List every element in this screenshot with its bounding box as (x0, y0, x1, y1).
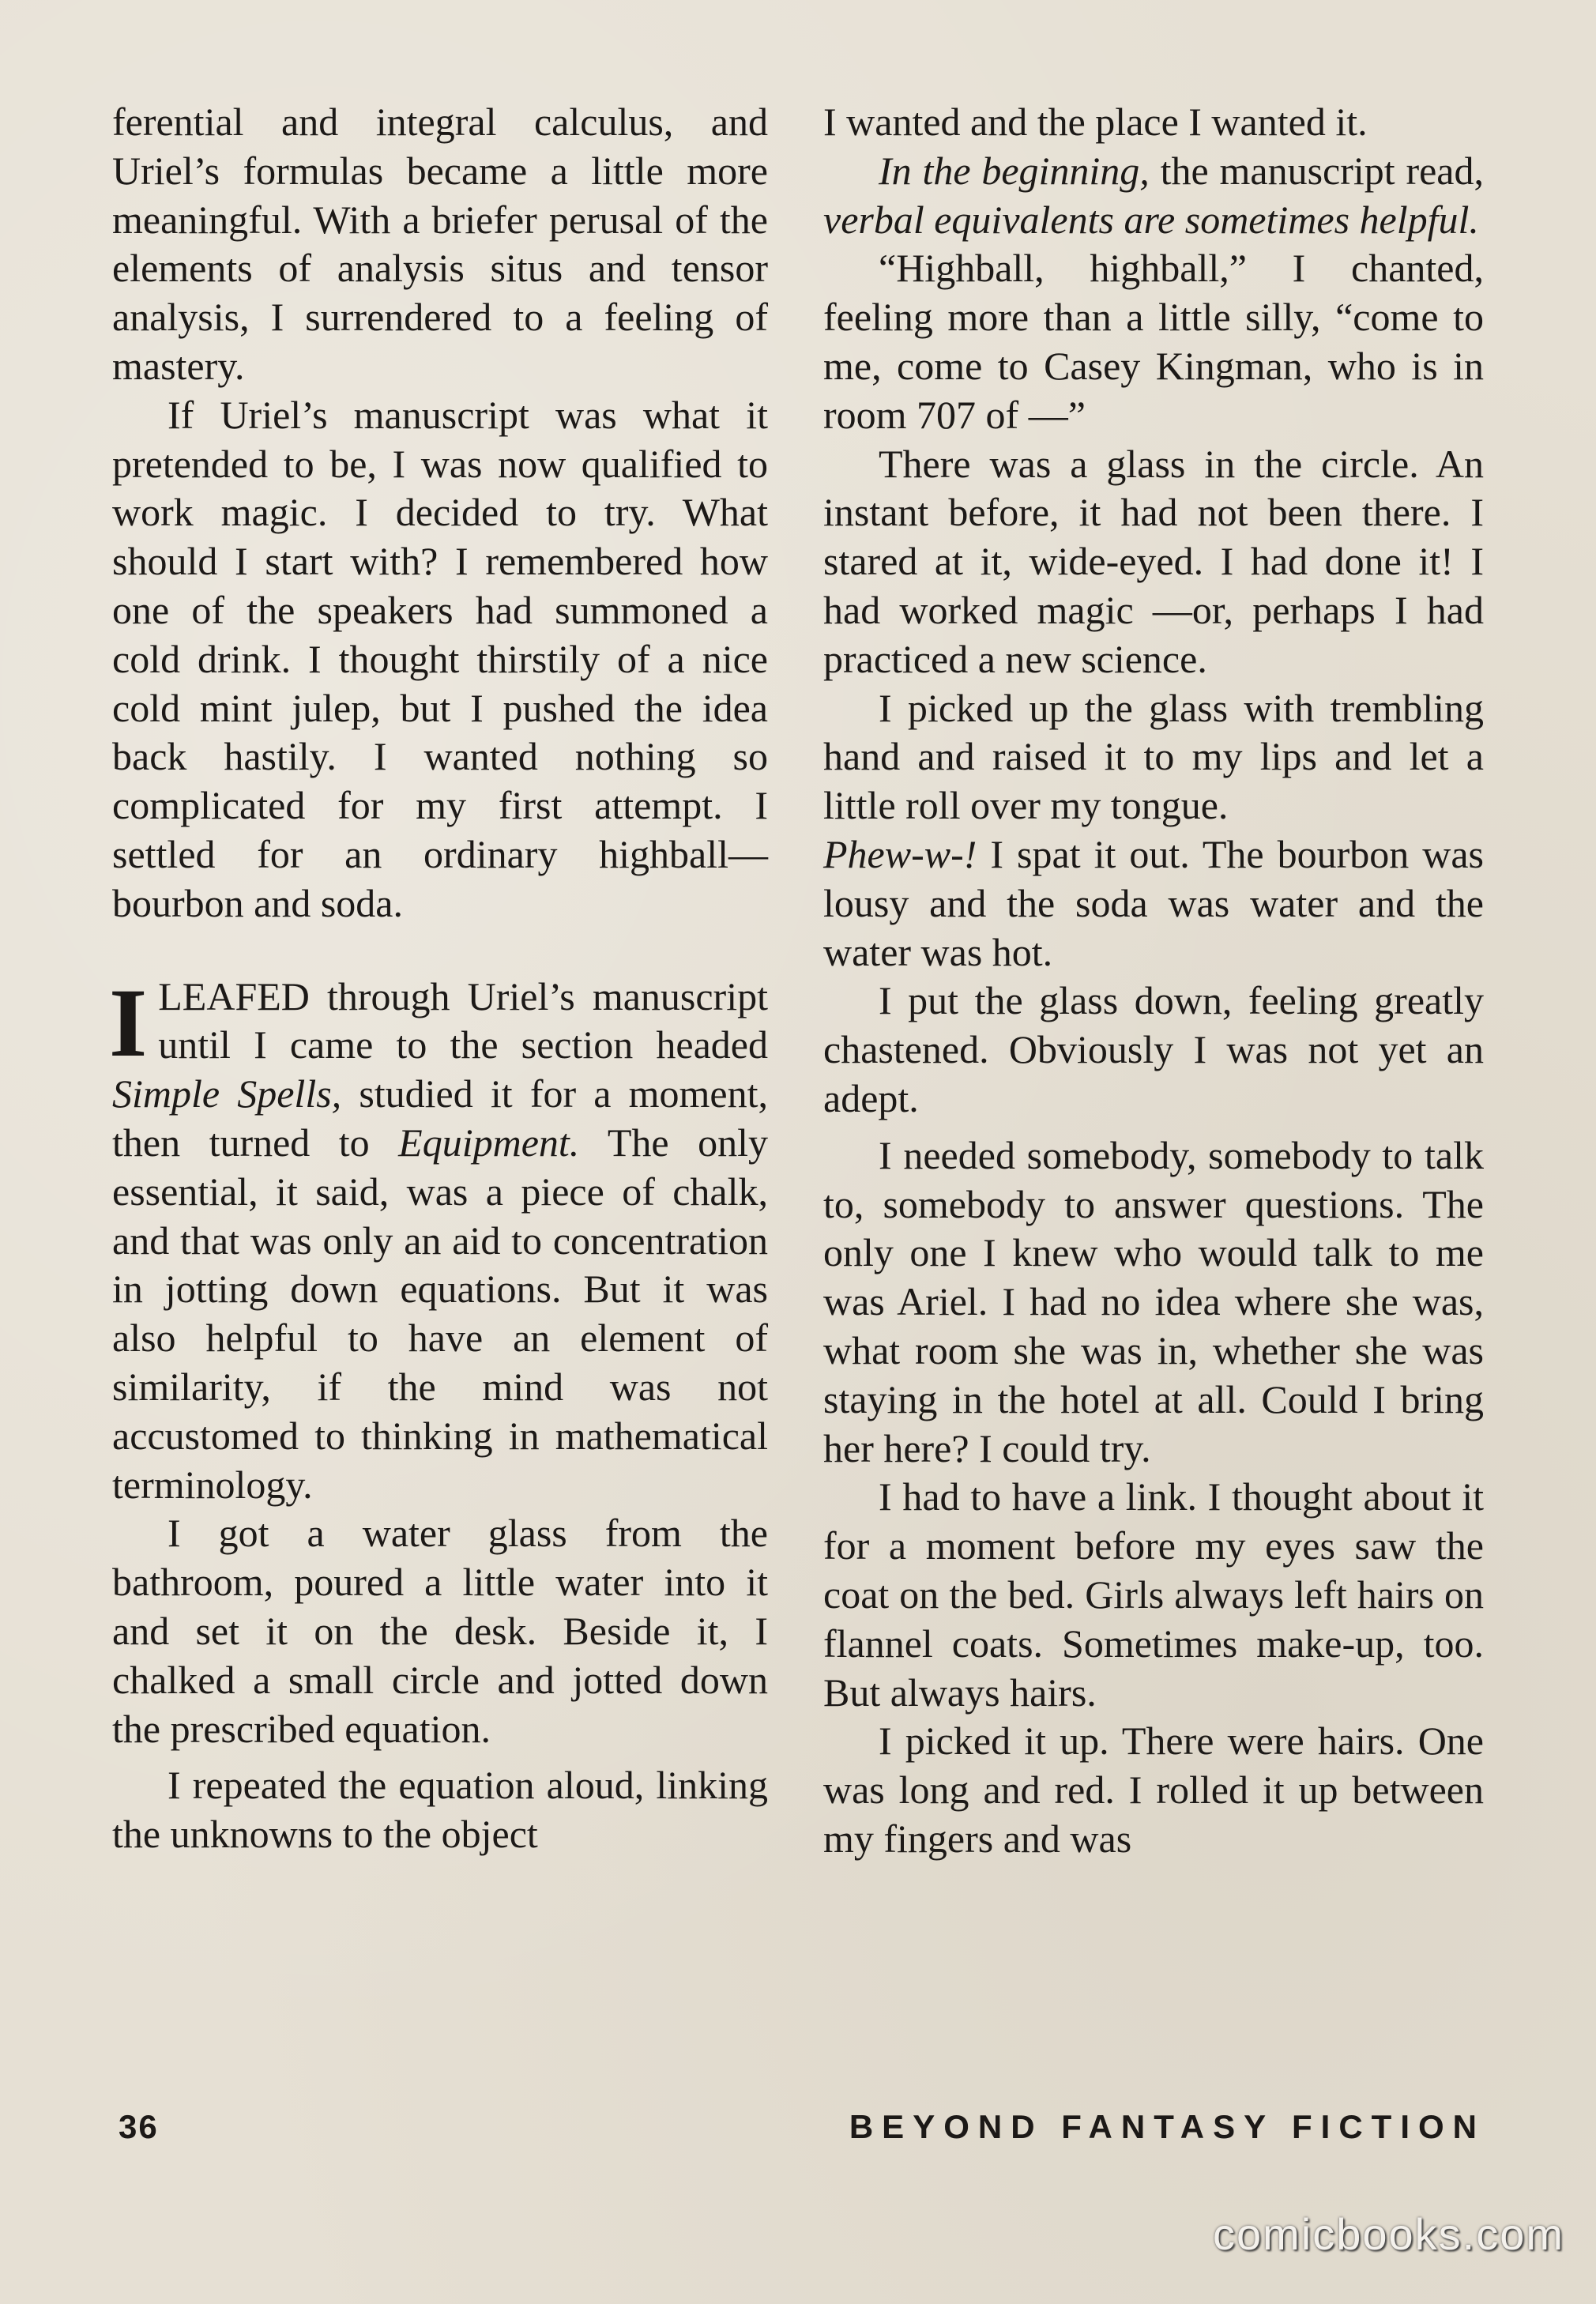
right-column (823, 98, 1484, 1864)
section-opening-paragraph: ILEAFED through Uriel’s manuscript until I came to the section headed Simple Spells, studied it for a moment, then turned to Equipment. The only essential, it said, was a piece of chalk, and that was only an aid to concentration in jotting down equations. But it was also helpful to have an element of similarity, if the mind was not accustomed to thinking in mathematical terminology. (109, 968, 768, 1507)
paragraph: I had to have a link. I thought about it for a moment before my eyes saw the coat on the bed. Girls always left hairs on flannel coats. Sometimes make-up, too. But always hairs. (823, 1474, 1484, 1715)
paragraph: There was a glass in the circle. An instant before, it had not been there. I stared at it, wide-eyed. I had done it! I had worked magic —or, perhaps I had practiced a new science. (823, 441, 1484, 681)
italic-text: Phew-w-! (823, 831, 977, 876)
paragraph: “Highball, highball,” I chanted, feeling more than a little silly, “come to me, come to Casey Kingman, who is in room 707 of —” (823, 246, 1484, 437)
paragraph: If Uriel’s manuscript was what it pretended to be, I was now qualified to work magic. I decided to try. What should I start with? I remembered how one of the speakers had summoned a cold drink. I thought thirstily of a nice cold mint julep, but I pushed the idea back hastily. I wanted nothing so complicated for my first attempt. I settled for an ordinary highball—bourbon and soda. (112, 392, 768, 925)
drop-cap: I (109, 968, 148, 1077)
italic-text: Simple Spells, (112, 1071, 342, 1116)
paragraph: In the beginning, the manuscript read, verbal equivalents are sometimes helpful. (823, 148, 1484, 242)
italic-text: Equipment. (398, 1120, 580, 1165)
watermark: comicbooks.com (1212, 2209, 1564, 2259)
running-title: BEYOND FANTASY FICTION (849, 2108, 1485, 2145)
italic-text: verbal equivalents are sometimes helpful. (823, 197, 1479, 242)
paragraph-continued: Phew-w-! I spat it out. The bourbon was lousy and the soda was water and the water was hot. (823, 831, 1484, 974)
paragraph: I needed somebody, somebody to talk to, somebody to answer questions. The only one I knew who would talk to me was Ariel. I had no idea where she was, what room she was in, whether she was staying in the hotel at all. Could I bring her here? I could try. (823, 1132, 1484, 1470)
paragraph: I put the glass down, feeling greatly chastened. Obviously I was not yet an adept. (823, 978, 1484, 1120)
italic-text: In the beginning, (879, 148, 1150, 193)
page-number: 36 (119, 2108, 159, 2145)
paragraph: I picked up the glass with trembling hand and raised it to my lips and let a little roll over my tongue. (823, 685, 1484, 828)
left-column (109, 98, 768, 1859)
paragraph-continued: ferential and integral calculus, and Uriel’s formulas became a little more meaningful. With a briefer perusal of the elements of analysis situs and tensor analysis, I surrendered to a feeling of mastery. (112, 100, 768, 388)
paragraph: I got a water glass from the bathroom, poured a little water into it and set it on the desk. Beside it, I chalked a small circle and jotted down the prescribed equation. (112, 1511, 768, 1751)
paragraph: I repeated the equation aloud, linking the unknowns to the object (112, 1763, 768, 1857)
page-footer (119, 2108, 1485, 2155)
paragraph: I picked it up. There were hairs. One was long and red. I rolled it up between my fingers and was (823, 1719, 1484, 1861)
paragraph-continued: I wanted and the place I wanted it. (823, 100, 1368, 144)
